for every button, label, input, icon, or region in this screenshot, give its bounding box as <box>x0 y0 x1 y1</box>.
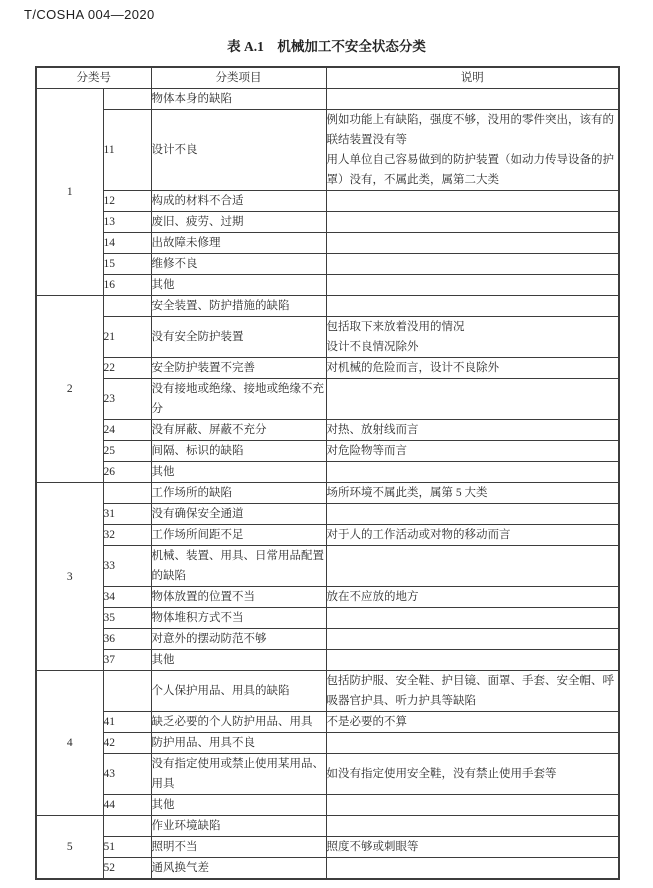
class-sub-number <box>103 671 151 712</box>
table-row <box>36 358 619 379</box>
class-item-label: 设计不良 <box>151 110 326 191</box>
table-row <box>36 110 619 191</box>
class-sub-number: 15 <box>103 254 151 275</box>
description-paragraph: 如没有指定使用安全鞋，没有禁止使用手套等 <box>326 768 557 780</box>
class-sub-number: 43 <box>103 754 151 795</box>
table-row <box>36 379 619 420</box>
class-sub-number: 31 <box>103 504 151 525</box>
class-major-number: 3 <box>36 483 103 671</box>
class-item-label: 物体放置的位置不当 <box>151 587 326 608</box>
class-item-description <box>326 296 619 317</box>
class-item-label: 其他 <box>151 795 326 816</box>
description-paragraph: 设计不良情况除外 <box>326 341 419 353</box>
class-item-description <box>326 608 619 629</box>
class-item-label: 机械、装置、用具、日常用品配置的缺陷 <box>151 546 326 587</box>
class-item-description <box>326 546 619 587</box>
table-row <box>36 275 619 296</box>
class-sub-number: 34 <box>103 587 151 608</box>
class-sub-number: 41 <box>103 712 151 733</box>
class-item-description <box>326 754 619 795</box>
class-item-description <box>326 441 619 462</box>
description-paragraph: 例如功能上有缺陷，强度不够，没用的零件突出，该有的联结装置没有等 <box>326 114 614 146</box>
table-row <box>36 233 619 254</box>
table-row <box>36 89 619 110</box>
class-item-description <box>326 462 619 483</box>
class-item-label: 作业环境缺陷 <box>151 816 326 837</box>
table-row <box>36 837 619 858</box>
table-row <box>36 525 619 546</box>
header-class-number: 分类号 <box>36 67 151 89</box>
table-row <box>36 317 619 358</box>
class-sub-number: 14 <box>103 233 151 254</box>
class-sub-number: 12 <box>103 191 151 212</box>
class-sub-number: 13 <box>103 212 151 233</box>
table-row <box>36 629 619 650</box>
class-item-label: 通风换气差 <box>151 858 326 880</box>
class-major-number: 5 <box>36 816 103 880</box>
class-item-label: 其他 <box>151 462 326 483</box>
class-sub-number: 24 <box>103 420 151 441</box>
class-major-number: 4 <box>36 671 103 816</box>
class-sub-number: 21 <box>103 317 151 358</box>
class-sub-number <box>103 89 151 110</box>
class-item-description <box>326 420 619 441</box>
class-major-number: 1 <box>36 89 103 296</box>
class-item-label: 没有接地或绝缘、接地或绝缘不充分 <box>151 379 326 420</box>
class-item-description <box>326 712 619 733</box>
table-row <box>36 608 619 629</box>
class-item-description <box>326 89 619 110</box>
class-item-label: 工作场所间距不足 <box>151 525 326 546</box>
class-sub-number <box>103 483 151 504</box>
class-item-description <box>326 504 619 525</box>
class-sub-number: 22 <box>103 358 151 379</box>
description-paragraph: 不是必要的不算 <box>326 716 407 728</box>
class-item-description <box>326 837 619 858</box>
class-item-label: 防护用品、用具不良 <box>151 733 326 754</box>
class-sub-number: 23 <box>103 379 151 420</box>
description-paragraph: 用人单位自己容易做到的防护装置（如动力传导设备的护罩）没有，不属此类，属第二大类 <box>326 154 614 186</box>
class-item-label: 对意外的摆动防范不够 <box>151 629 326 650</box>
class-item-description <box>326 858 619 880</box>
table-row <box>36 754 619 795</box>
class-sub-number: 26 <box>103 462 151 483</box>
class-item-description <box>326 212 619 233</box>
class-sub-number: 44 <box>103 795 151 816</box>
table-row <box>36 462 619 483</box>
class-sub-number: 42 <box>103 733 151 754</box>
class-item-label: 个人保护用品、用具的缺陷 <box>151 671 326 712</box>
class-item-description <box>326 525 619 546</box>
header-class-item: 分类项目 <box>151 67 326 89</box>
class-item-description <box>326 191 619 212</box>
class-item-description <box>326 254 619 275</box>
table-row <box>36 546 619 587</box>
table-row <box>36 858 619 880</box>
table-row <box>36 420 619 441</box>
table-row <box>36 191 619 212</box>
table-row <box>36 441 619 462</box>
class-item-description <box>326 275 619 296</box>
description-paragraph: 包括取下来放着没用的情况 <box>326 321 465 333</box>
class-item-label: 维修不良 <box>151 254 326 275</box>
table-row <box>36 212 619 233</box>
table-row <box>36 296 619 317</box>
description-paragraph: 场所环境不属此类，属第 5 大类 <box>326 487 488 499</box>
class-sub-number: 25 <box>103 441 151 462</box>
description-paragraph: 对热、放射线而言 <box>326 424 419 436</box>
table-row <box>36 650 619 671</box>
class-item-label: 物体堆积方式不当 <box>151 608 326 629</box>
class-item-description <box>326 671 619 712</box>
description-paragraph: 放在不应放的地方 <box>326 591 419 603</box>
class-sub-number: 35 <box>103 608 151 629</box>
class-major-number: 2 <box>36 296 103 483</box>
class-sub-number <box>103 296 151 317</box>
class-item-label: 没有指定使用或禁止使用某用品、用具 <box>151 754 326 795</box>
class-item-description <box>326 587 619 608</box>
table-title: 表 A.1 机械加工不安全状态分类 <box>227 39 426 54</box>
class-item-label: 间隔、标识的缺陷 <box>151 441 326 462</box>
table-row <box>36 671 619 712</box>
class-item-description <box>326 483 619 504</box>
classification-table <box>35 66 620 880</box>
class-item-label: 构成的材料不合适 <box>151 191 326 212</box>
class-item-label: 没有屏蔽、屏蔽不充分 <box>151 420 326 441</box>
class-item-description <box>326 795 619 816</box>
class-item-description <box>326 110 619 191</box>
class-item-label: 没有确保安全通道 <box>151 504 326 525</box>
description-paragraph: 包括防护服、安全鞋、护目镜、面罩、手套、安全帽、呼吸器官护具、听力护具等缺陷 <box>326 675 614 707</box>
table-row <box>36 587 619 608</box>
table-row <box>36 795 619 816</box>
table-row <box>36 504 619 525</box>
classification-table-container <box>35 66 620 880</box>
description-paragraph: 对于人的工作活动或对物的移动而言 <box>326 529 511 541</box>
class-sub-number: 51 <box>103 837 151 858</box>
class-sub-number: 16 <box>103 275 151 296</box>
class-item-label: 其他 <box>151 650 326 671</box>
description-paragraph: 对机械的危险而言，设计不良除外 <box>326 362 499 374</box>
class-item-description <box>326 379 619 420</box>
class-item-label: 工作场所的缺陷 <box>151 483 326 504</box>
class-item-description <box>326 733 619 754</box>
table-header-row <box>36 67 619 89</box>
class-item-label: 没有安全防护装置 <box>151 317 326 358</box>
table-row <box>36 254 619 275</box>
header-description: 说明 <box>326 67 619 89</box>
table-row <box>36 816 619 837</box>
class-sub-number: 36 <box>103 629 151 650</box>
class-item-label: 缺乏必要的个人防护用品、用具 <box>151 712 326 733</box>
class-sub-number: 11 <box>103 110 151 191</box>
class-item-label: 废旧、疲劳、过期 <box>151 212 326 233</box>
class-item-description <box>326 816 619 837</box>
class-item-label: 其他 <box>151 275 326 296</box>
class-sub-number: 52 <box>103 858 151 880</box>
class-item-label: 出故障未修理 <box>151 233 326 254</box>
class-item-description <box>326 317 619 358</box>
class-item-label: 物体本身的缺陷 <box>151 89 326 110</box>
table-row <box>36 483 619 504</box>
table-row <box>36 712 619 733</box>
class-sub-number: 32 <box>103 525 151 546</box>
class-item-description <box>326 358 619 379</box>
class-sub-number: 33 <box>103 546 151 587</box>
class-sub-number: 37 <box>103 650 151 671</box>
class-item-description <box>326 233 619 254</box>
class-sub-number <box>103 816 151 837</box>
class-item-label: 安全装置、防护措施的缺陷 <box>151 296 326 317</box>
document-code: T/COSHA 004—2020 <box>24 7 155 22</box>
class-item-label: 安全防护装置不完善 <box>151 358 326 379</box>
class-item-description <box>326 629 619 650</box>
table-row <box>36 733 619 754</box>
class-item-label: 照明不当 <box>151 837 326 858</box>
description-paragraph: 对危险物等而言 <box>326 445 407 457</box>
table-body <box>36 89 619 880</box>
description-paragraph: 照度不够或刺眼等 <box>326 841 419 853</box>
class-item-description <box>326 650 619 671</box>
